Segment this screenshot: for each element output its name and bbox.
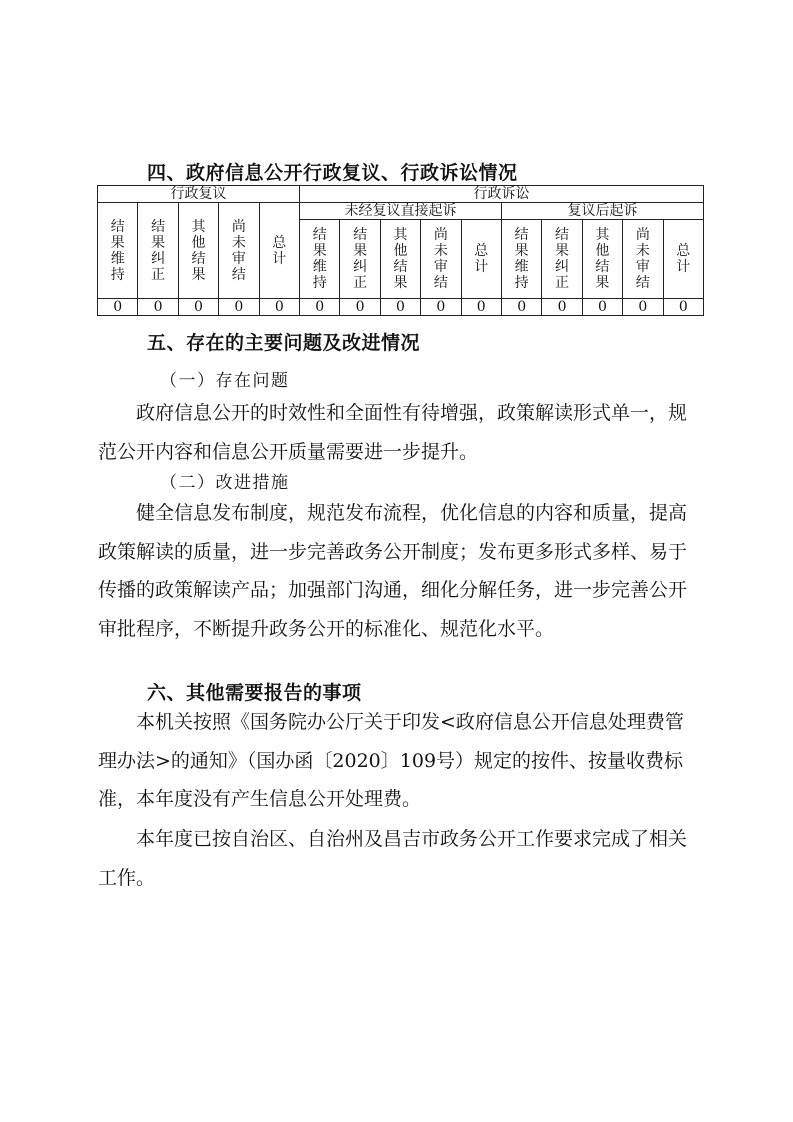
table-cell: 0 — [219, 299, 259, 316]
col-header: 尚未审结 — [219, 203, 259, 299]
section-6-heading: 六、其他需要报告的事项 — [147, 682, 362, 704]
table-cell: 0 — [582, 299, 622, 316]
col-header: 结果维持 — [501, 220, 541, 299]
paragraph-problems: 政府信息公开的时效性和全面性有待增强，政策解读形式单一，规范公开内容和信息公开质量需要进一步提升。 — [98, 402, 688, 463]
col-header: 尚未审结 — [421, 220, 461, 299]
col-header: 结果纠正 — [138, 203, 178, 299]
col-header: 总计 — [461, 220, 501, 299]
col-header: 其他结果 — [380, 220, 420, 299]
direct-suit-header: 未经复议直接起诉 — [300, 203, 502, 220]
subheading-improvements: （二）改进措施 — [160, 473, 290, 493]
table-cell: 0 — [138, 299, 178, 316]
table-cell: 0 — [340, 299, 380, 316]
admin-review-header: 行政复议 — [98, 186, 300, 203]
table-cell: 0 — [542, 299, 582, 316]
paragraph-improvements: 健全信息发布制度，规范发布流程，优化信息的内容和质量，提高政策解读的质量，进一步完善政务公开制度；发布更多形式多样、易于传播的政策解读产品；加强部门沟通，细化分解任务，进一步完善公开审批程序，不断提升政务公开的标准化、规范化水平。 — [98, 502, 688, 640]
review-litigation-table — [97, 185, 704, 316]
col-header: 结果维持 — [98, 203, 138, 299]
paragraph-completion: 本年度已按自治区、自治州及昌吉市政务公开工作要求完成了相关工作。 — [98, 828, 688, 889]
after-review-header: 复议后起诉 — [501, 203, 703, 220]
col-header: 总计 — [259, 203, 299, 299]
table-cell: 0 — [663, 299, 704, 316]
col-header: 总计 — [663, 220, 704, 299]
table-cell: 0 — [623, 299, 663, 316]
col-header: 其他结果 — [582, 220, 622, 299]
col-header: 结果纠正 — [542, 220, 582, 299]
table-cell: 0 — [461, 299, 501, 316]
table-cell: 0 — [380, 299, 420, 316]
table-cell: 0 — [300, 299, 340, 316]
section-5-heading: 五、存在的主要问题及改进情况 — [147, 332, 421, 354]
col-header: 结果纠正 — [340, 220, 380, 299]
paragraph-fees: 本机关按照《国务院办公厅关于印发<政府信息公开信息处理费管理办法>的通知》（国办函〔2020〕109号）规定的按件、按量收费标准，本年度没有产生信息公开处理费。 — [98, 711, 684, 810]
table-cell: 0 — [259, 299, 299, 316]
col-header: 结果维持 — [300, 220, 340, 299]
table-cell: 0 — [178, 299, 218, 316]
subheading-problems: （一）存在问题 — [160, 371, 290, 391]
col-header: 其他结果 — [178, 203, 218, 299]
section-4-heading: 四、政府信息公开行政复议、行政诉讼情况 — [147, 162, 518, 184]
table-cell: 0 — [421, 299, 461, 316]
col-header: 尚未审结 — [623, 220, 663, 299]
table-cell: 0 — [501, 299, 541, 316]
table-cell: 0 — [98, 299, 138, 316]
litigation-header: 行政诉讼 — [300, 186, 704, 203]
